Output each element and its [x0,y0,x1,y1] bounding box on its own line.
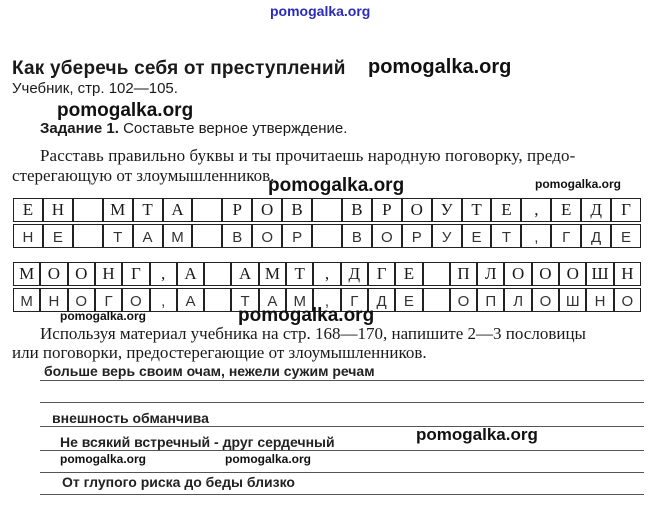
answer-letter-cell: Г [341,288,368,312]
instruction-line-1: Расставь правильно буквы и ты прочитаешь народную поговорку, предо- [40,146,576,165]
answer-line [40,472,644,473]
task-heading [40,120,347,137]
answer-letter-cell: О [372,224,402,248]
answer-letter-cell: П [477,288,504,312]
letter-cell: Д [581,198,611,222]
answer-letter-cell: Е [611,224,641,248]
letter-cell [73,198,103,222]
answer-letter-cell: О [252,224,282,248]
watermark: pomogalka.org [416,425,538,444]
letter-cell: М [103,198,133,222]
answer-line [40,402,644,403]
letter-cell: , [150,262,177,286]
letter-cell: Н [43,198,73,222]
letter-cell: П [450,262,477,286]
letter-cell: Е [491,198,521,222]
answer-letter-cell: О [122,288,149,312]
textbook-reference: Учебник, стр. 102—105. [12,80,178,97]
answer-letter-cell: Р [282,224,312,248]
instruction-line-2: стерегающую от злоумышленников. [12,166,275,185]
answer-letter-cell [192,224,222,248]
watermark-top: pomogalka.org [270,3,371,19]
letter-cell: Е [395,262,422,286]
answer-letter-cell: М [163,224,193,248]
watermark: pomogalka.org [60,309,147,323]
answer-letter-cell: Д [581,224,611,248]
answer-letter-cell: Т [231,288,258,312]
answer-letter-cell: О [614,288,641,312]
letter-cell: Т [462,198,492,222]
letter-cell: А [163,198,193,222]
answer-letter-cell: Г [551,224,581,248]
answer-proverb-3: Не всякий встречный - друг сердечный [60,434,335,450]
letter-cell: Т [133,198,163,222]
answer-letter-cell [312,224,342,248]
answer-letter-cell: О [68,288,95,312]
letter-cell: Д [341,262,368,286]
letter-cell: Г [368,262,395,286]
letter-cell: Е [551,198,581,222]
watermark: pomogalka.org [368,56,512,78]
answer-letter-cell [423,288,450,312]
letter-cell: О [559,262,586,286]
answer-letter-cell: Р [402,224,432,248]
answer-letter-cell: Е [395,288,422,312]
letter-cell: Е [13,198,43,222]
answer-letter-cell: Т [491,224,521,248]
answer-letter-cell [204,288,231,312]
task-text: Составьте верное утверждение. [123,120,348,137]
page-title: Как уберечь себя от преступлений [12,58,346,79]
letter-cell: Р [222,198,252,222]
answer-letter-cell: Е [462,224,492,248]
watermark: pomogalka.org [238,305,375,326]
letter-cell: О [40,262,67,286]
answer-line [40,450,644,451]
answer-letter-cell: Н [40,288,67,312]
letter-cell: М [13,262,40,286]
puzzle-row-1-scrambled [13,198,641,222]
answer-letter-cell: , [313,288,340,312]
answer-letter-cell: Т [103,224,133,248]
letter-cell: Н [614,262,641,286]
answer-letter-cell: Г [95,288,122,312]
answer-letter-cell: В [342,224,372,248]
answer-letter-cell: О [450,288,477,312]
letter-cell: О [402,198,432,222]
answer-letter-cell: В [222,224,252,248]
answer-letter-cell: Н [586,288,613,312]
answer-proverb-1: больше верь своим очам, нежели сужим речам [44,363,375,379]
answer-letter-cell: Н [13,224,43,248]
puzzle-row-1-answer [13,224,641,248]
answer-letter-cell: Д [368,288,395,312]
letter-cell: О [252,198,282,222]
letter-cell: А [177,262,204,286]
letter-cell [204,262,231,286]
answer-proverb-2: внешность обманчива [52,410,209,426]
letter-cell: Г [611,198,641,222]
answer-line [40,380,644,381]
answer-letter-cell: Л [504,288,531,312]
letter-cell: , [521,198,551,222]
watermark: pomogalka.org [535,177,622,191]
letter-cell: А [231,262,258,286]
letter-cell: Р [372,198,402,222]
watermark: pomogalka.org [225,452,312,466]
answer-letter-cell [73,224,103,248]
answer-letter-cell: Е [43,224,73,248]
watermark: pomogalka.org [268,175,405,196]
letter-cell: Н [95,262,122,286]
answer-letter-cell: А [259,288,286,312]
watermark: pomogalka.org [57,100,194,121]
answer-letter-cell: М [286,288,313,312]
letter-cell: Ш [586,262,613,286]
letter-cell: М [259,262,286,286]
answer-letter-cell: А [133,224,163,248]
letter-cell: Л [477,262,504,286]
watermark: pomogalka.org [60,452,147,466]
answer-letter-cell: О [532,288,559,312]
answer-letter-cell: У [432,224,462,248]
answer-letter-cell: , [521,224,551,248]
task2-line-1: Используя материал учебника на стр. 168—170, напишите 2—3 пословицы [40,324,586,343]
letter-cell [423,262,450,286]
answer-line [40,494,644,495]
answer-proverb-4: От глупого риска до беды близко [62,474,295,490]
task-label: Задание 1. [40,120,119,137]
letter-cell: О [532,262,559,286]
letter-cell: В [282,198,312,222]
letter-cell: О [68,262,95,286]
letter-cell: У [432,198,462,222]
letter-cell: , [313,262,340,286]
letter-cell [312,198,342,222]
letter-cell: Г [122,262,149,286]
answer-letter-cell: , [150,288,177,312]
letter-cell: В [342,198,372,222]
answer-letter-cell: М [13,288,40,312]
letter-cell [192,198,222,222]
answer-letter-cell: А [177,288,204,312]
answer-letter-cell: Ш [559,288,586,312]
letter-cell: О [504,262,531,286]
answer-line [40,426,644,427]
puzzle-row-2-scrambled [13,262,641,286]
letter-cell: Т [286,262,313,286]
task2-line-2: или поговорки, предостерегающие от злоумышленников. [12,343,427,362]
